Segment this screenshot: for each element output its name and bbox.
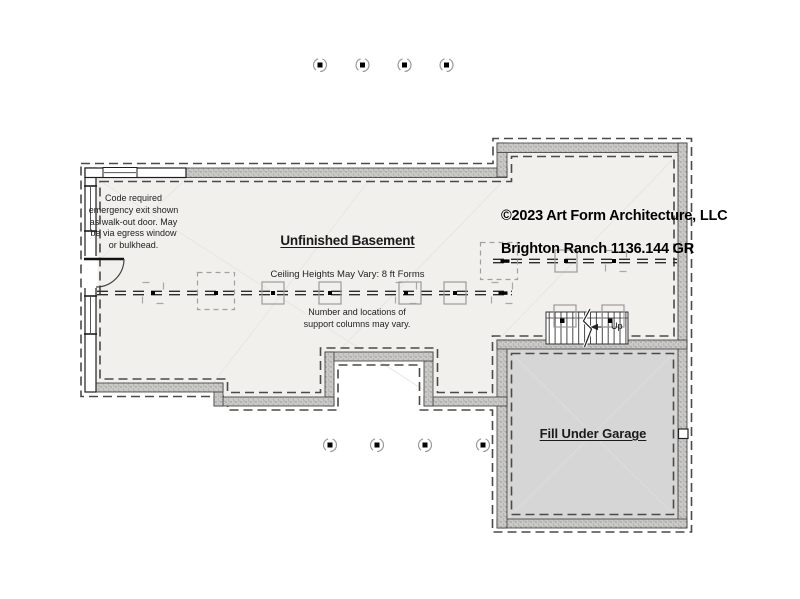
- columns-note: Number and locations of support columns may vary.: [303, 307, 411, 329]
- up-label: Up: [611, 321, 623, 331]
- beam-pocket: [679, 429, 689, 439]
- title-block: [501, 191, 727, 274]
- wall-bottom-mid: [214, 397, 334, 406]
- wall-garage-bottom: [497, 519, 687, 528]
- door-opening: [84, 256, 98, 288]
- garage-label: Fill Under Garage: [539, 426, 647, 441]
- egress-note: Code required emergency exit shown as walk-out door. May be via egress window or bulkhead.: [88, 193, 179, 251]
- wall-top-left-section: [186, 168, 507, 178]
- room-title-block: [255, 215, 440, 298]
- wall-garage-left: [497, 340, 507, 528]
- wall-notch-top: [325, 352, 433, 361]
- wall-bottom-right: [424, 397, 507, 406]
- wall-top-right-section: [497, 143, 687, 153]
- room-subtitle: Ceiling Heights May Vary: 8 ft Forms: [270, 269, 425, 280]
- plan-name: Brighton Ranch 1136.144 GR: [501, 240, 695, 257]
- wall-bottom-left: [96, 383, 223, 392]
- copyright-line: ©2023 Art Form Architecture, LLC: [501, 207, 728, 224]
- room-title: Unfinished Basement: [280, 233, 415, 248]
